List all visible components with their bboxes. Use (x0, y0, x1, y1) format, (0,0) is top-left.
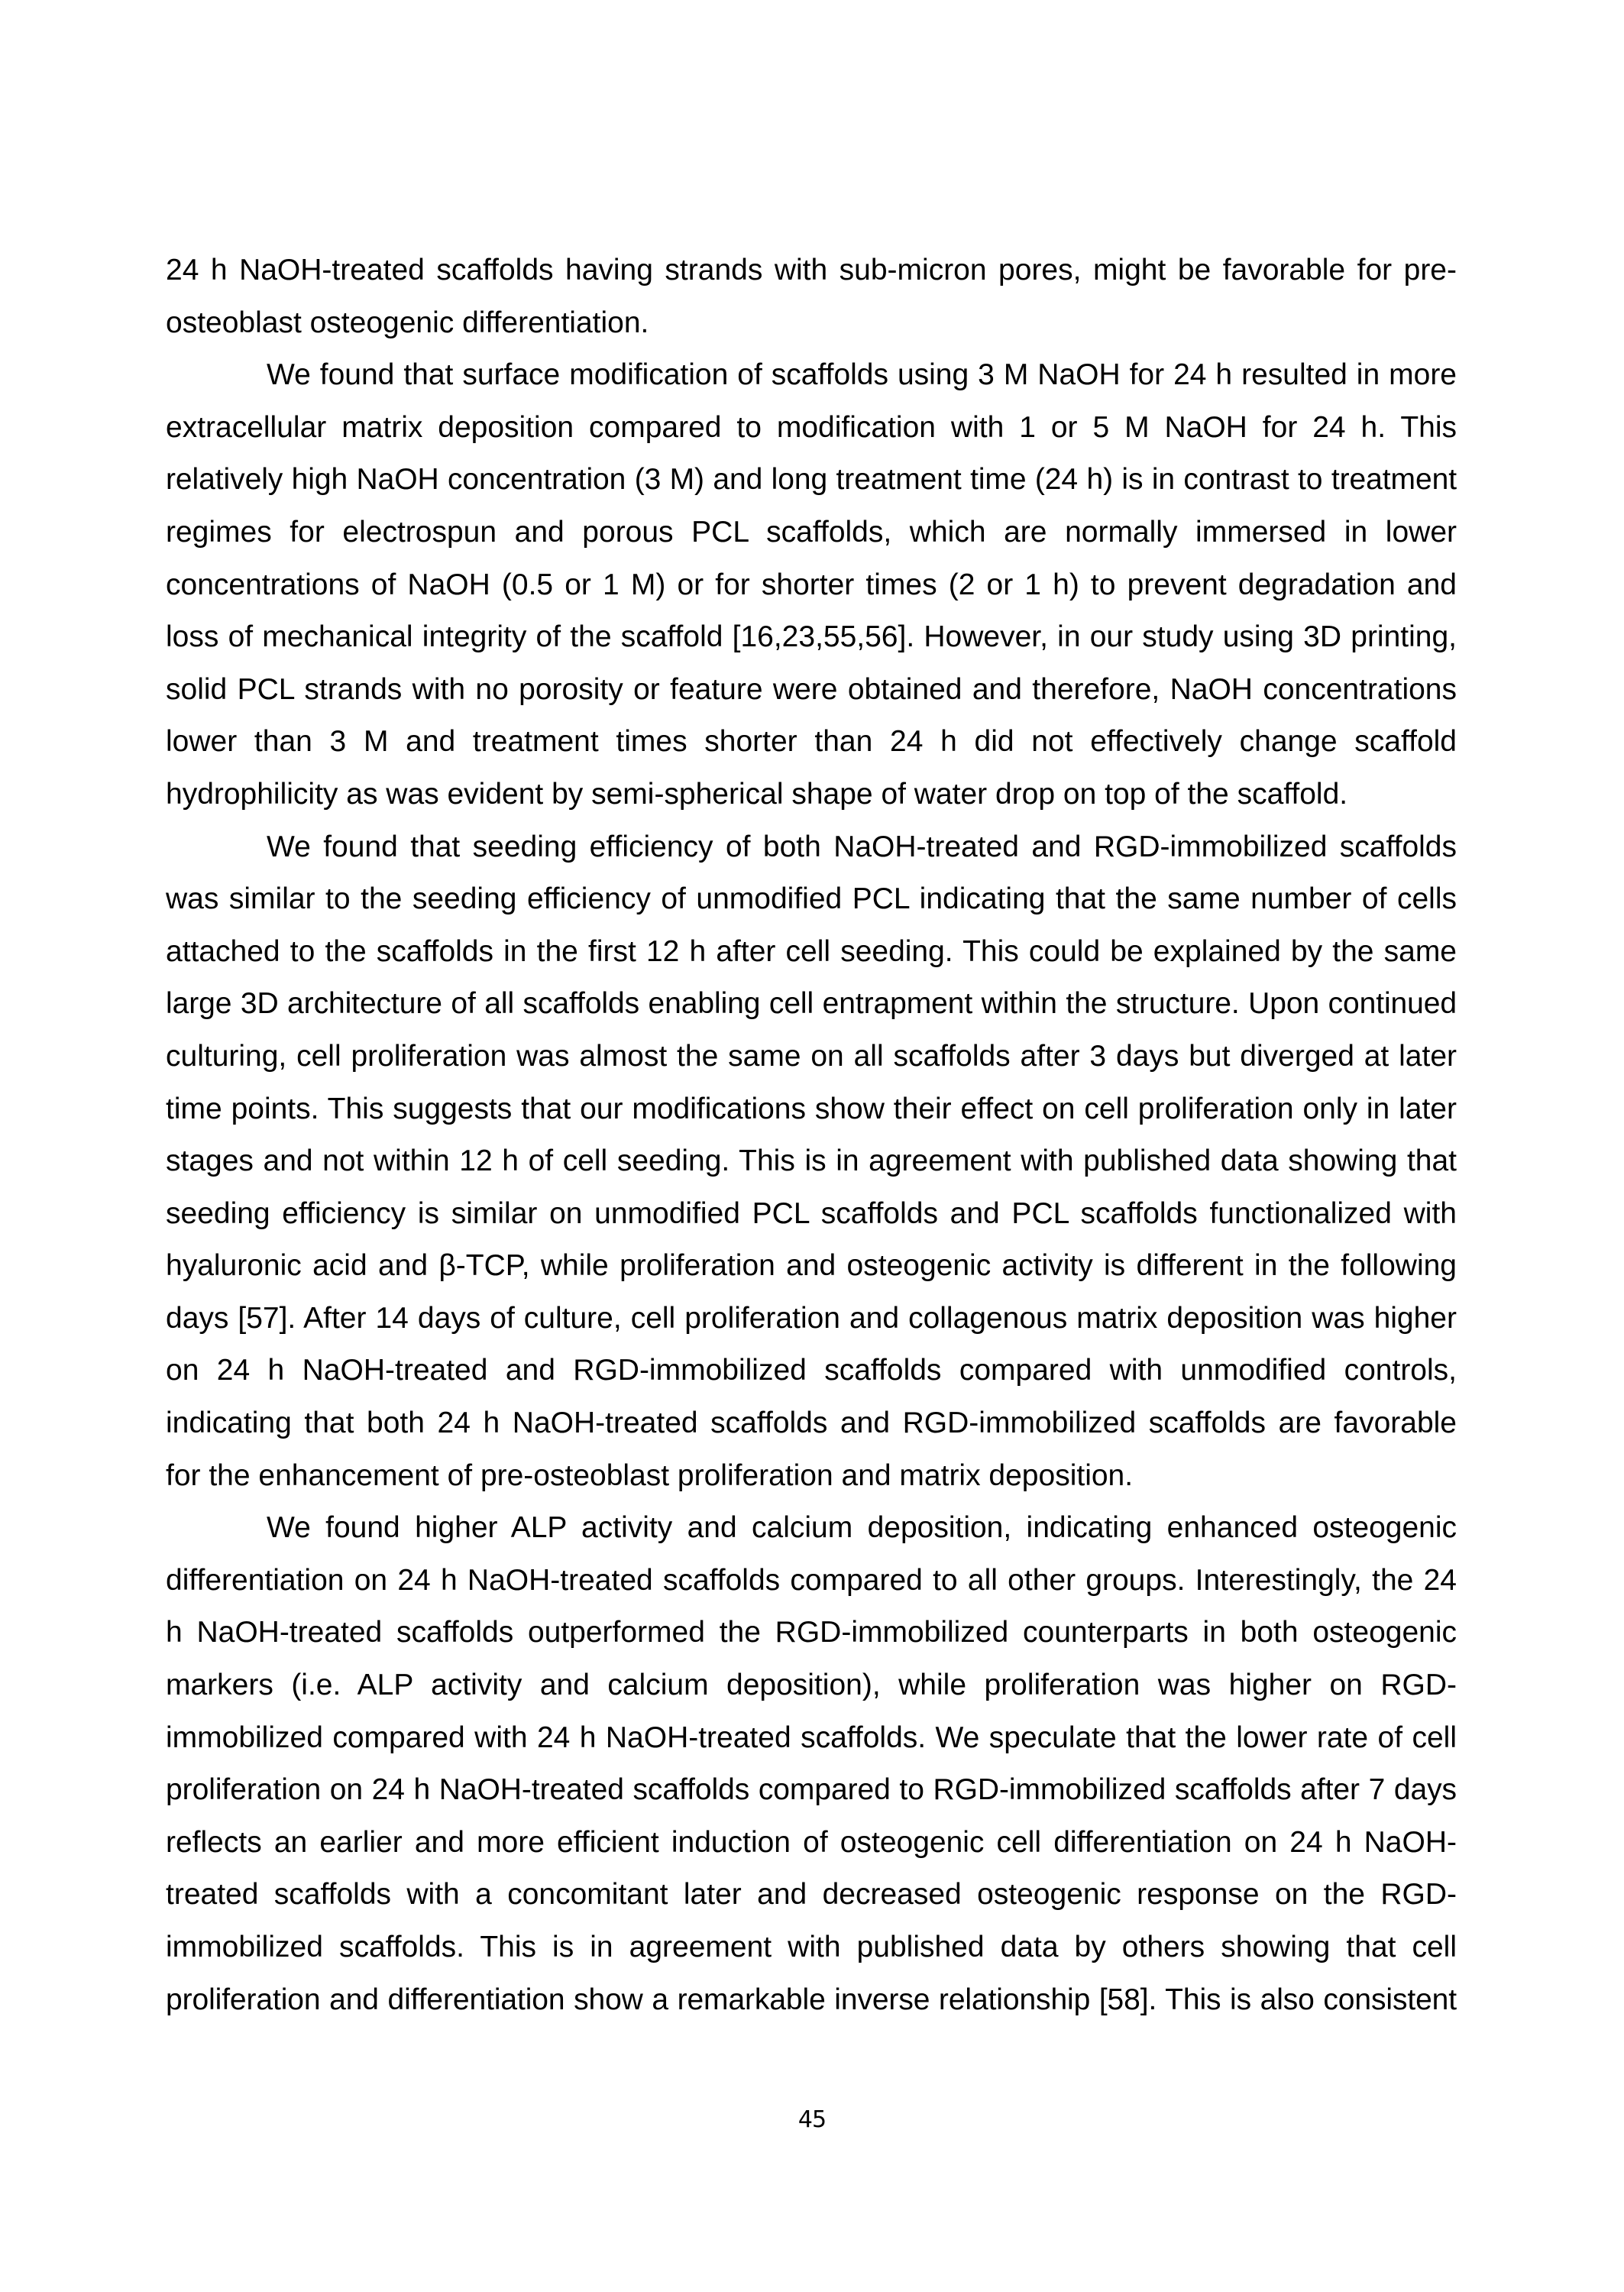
text-line: h NaOH-treated scaffolds outperformed the RGD-immobilized counterparts in both osteogenic (166, 1616, 1457, 1649)
text-line: proliferation and differentiation show a remarkable inverse relationship [58]. This is also consistent (166, 1983, 1457, 2016)
paragraph (166, 1502, 1457, 2026)
text-line: concentrations of NaOH (0.5 or 1 M) or for shorter times (2 or 1 h) to prevent degradation and (166, 568, 1457, 601)
text-line: for the enhancement of pre-osteoblast proliferation and matrix deposition. (166, 1458, 1134, 1492)
text-line: hyaluronic acid and β-TCP, while proliferation and osteogenic activity is different in the following (166, 1249, 1457, 1283)
text-line: culturing, cell proliferation was almost the same on all scaffolds after 3 days but diverged at later (166, 1039, 1457, 1073)
text-line: regimes for electrospun and porous PCL scaffolds, which are normally immersed in lower (166, 515, 1457, 549)
text-line: lower than 3 M and treatment times shorter than 24 h did not effectively change scaffold (166, 725, 1457, 759)
text-line: attached to the scaffolds in the first 12 h after cell seeding. This could be explained by the same (166, 934, 1457, 968)
text-line: immobilized compared with 24 h NaOH-treated scaffolds. We speculate that the lower rate of cell (166, 1721, 1457, 1754)
text-line: days [57]. After 14 days of culture, cell proliferation and collagenous matrix deposition was higher (166, 1301, 1457, 1335)
text-line: extracellular matrix deposition compared to modification with 1 or 5 M NaOH for 24 h. This (166, 410, 1457, 444)
text-line: hydrophilicity as was evident by semi-spherical shape of water drop on top of the scaffold. (166, 777, 1348, 811)
text-line: solid PCL strands with no porosity or feature were obtained and therefore, NaOH concentrations (166, 672, 1457, 706)
page-number: 45 (797, 2106, 827, 2133)
text-line: was similar to the seeding efficiency of unmodified PCL indicating that the same number of cells (166, 882, 1457, 916)
text-line: indicating that both 24 h NaOH-treated scaffolds and RGD-immobilized scaffolds are favorable (166, 1407, 1457, 1440)
text-line: on 24 h NaOH-treated and RGD-immobilized scaffolds compared with unmodified controls, (166, 1354, 1457, 1387)
text-line: osteoblast osteogenic differentiation. (166, 306, 649, 339)
text-line: immobilized scaffolds. This is in agreement with published data by others showing that cell (166, 1931, 1457, 1963)
text-line: loss of mechanical integrity of the scaffold [16,23,55,56]. However, in our study using 3D printing, (166, 620, 1457, 654)
text-line: We found higher ALP activity and calcium deposition, indicating enhanced osteogenic (267, 1511, 1457, 1545)
text-line: stages and not within 12 h of cell seeding. This is in agreement with published data showing that (166, 1144, 1457, 1178)
paragraph (166, 349, 1457, 821)
text-line: relatively high NaOH concentration (3 M) and long treatment time (24 h) is in contrast to treatment (166, 463, 1457, 497)
text-line: proliferation on 24 h NaOH-treated scaffolds compared to RGD-immobilized scaffolds after 7 days (166, 1773, 1457, 1807)
text-line: We found that surface modification of scaffolds using 3 M NaOH for 24 h resulted in more (267, 358, 1457, 392)
paragraph (166, 244, 1457, 349)
paragraph (166, 821, 1457, 1503)
text-line: differentiation on 24 h NaOH-treated scaffolds compared to all other groups. Interestingly, the 24 (166, 1563, 1457, 1597)
text-line: 24 h NaOH-treated scaffolds having strands with sub-micron pores, might be favorable for pre- (166, 254, 1457, 286)
text-line: time points. This suggests that our modifications show their effect on cell proliferation only in later (166, 1092, 1457, 1125)
text-line: large 3D architecture of all scaffolds enabling cell entrapment within the structure. Upon continued (166, 987, 1457, 1021)
body-text (166, 244, 1457, 2026)
text-line: reflects an earlier and more efficient induction of osteogenic cell differentiation on 24 h NaOH- (166, 1825, 1457, 1859)
text-line: We found that seeding efficiency of both NaOH-treated and RGD-immobilized scaffolds (267, 830, 1457, 863)
text-line: markers (i.e. ALP activity and calcium deposition), while proliferation was higher on RGD- (166, 1669, 1457, 1702)
text-line: treated scaffolds with a concomitant later and decreased osteogenic response on the RGD- (166, 1878, 1457, 1912)
text-line: seeding efficiency is similar on unmodified PCL scaffolds and PCL scaffolds functionalized with (166, 1196, 1457, 1230)
